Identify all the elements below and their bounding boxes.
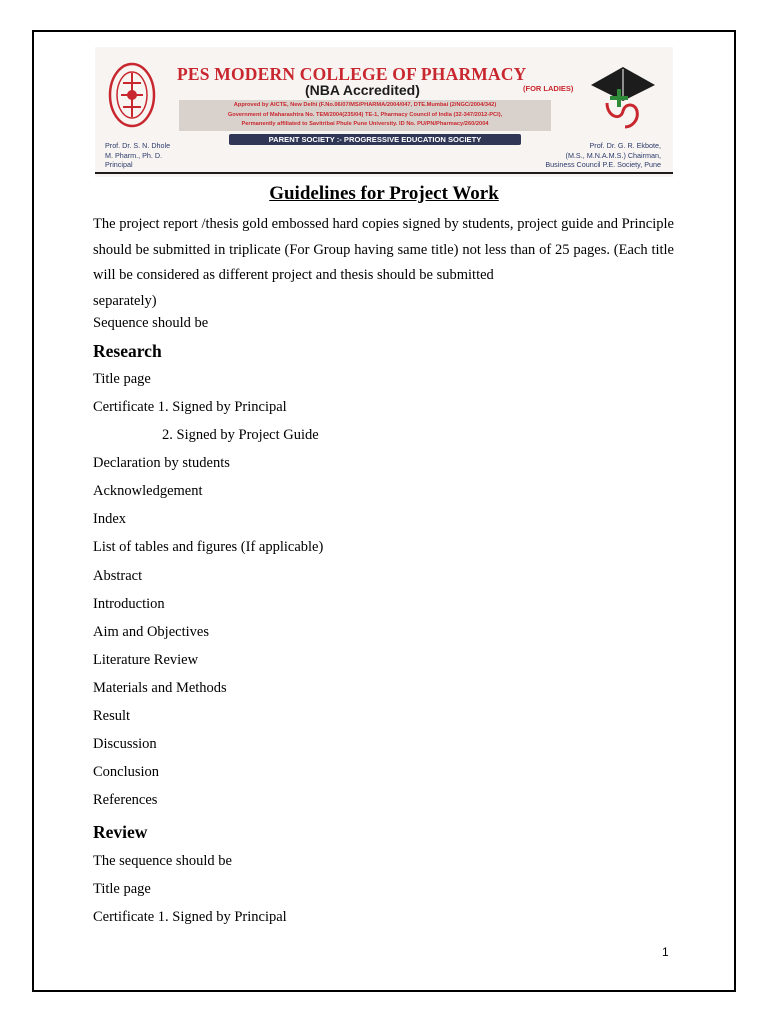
list-item: Introduction [93,596,165,612]
sequence-intro: Sequence should be [93,315,209,331]
approval-line: Permanently affiliated to Savitribai Phule Pune University. ID No. PU/PN/Pharmacy/260/2004 [241,121,489,127]
list-item: Abstract [93,568,143,584]
letterhead-divider [95,172,673,174]
list-item: Aim and Objectives [93,624,209,640]
principal-degree: M. Pharm., Ph. D. [105,150,163,160]
principal-title: Principal [105,160,133,169]
society-logo-icon [587,59,659,131]
list-item: Acknowledgement [93,483,203,499]
approval-line: Approved by AICTE, New Delhi (F.No.06/07/MS/PHARMA/2004/047, DTE.Mumbai (2/NGC/2004/342) [233,102,497,108]
list-item: 2. Signed by Project Guide [162,427,319,443]
list-item: Declaration by students [93,455,230,471]
chairman-block [545,141,661,170]
list-item: Title page [93,371,151,387]
list-item: Literature Review [93,652,199,668]
accreditation-label: (NBA Accredited) [305,82,420,98]
letterhead [95,47,673,177]
page-number: 1 [662,945,669,959]
list-item: Title page [93,881,151,897]
list-item: Certificate 1. Signed by Principal [93,399,287,415]
list-item: Materials and Methods [93,680,227,696]
chairman-degree: (M.S., M.N.A.M.S.) Chairman, [565,150,661,160]
list-item: References [93,792,158,808]
list-item: List of tables and figures (If applicable) [93,539,324,555]
list-item: Conclusion [93,764,160,780]
college-seal-icon [107,59,157,129]
chairman-title: Business Council P.E. Society, Pune [545,160,661,169]
intro-paragraph-end: separately) [93,292,157,309]
college-name: PES MODERN COLLEGE OF PHARMACY [177,64,527,84]
review-heading: Review [93,822,148,842]
intro-paragraph [93,212,674,314]
list-item: Certificate 1. Signed by Principal [93,909,287,925]
list-item: Index [93,511,127,527]
list-item: Discussion [93,736,157,752]
document-title: Guidelines for Project Work [269,183,499,204]
chairman-name: Prof. Dr. G. R. Ekbote, [589,141,661,150]
principal-block [105,141,170,170]
intro-paragraph-text: The project report /thesis gold embossed hard copies signed by students, project guide and Principle should be submitted in triplicate (For Group having same title) not less than of 25 pages. (Each title will be considered as different project and thesis should be submitted [93,216,674,283]
parent-society-banner: PARENT SOCIETY :- PROGRESSIVE EDUCATION SOCIETY [229,134,521,145]
approval-line: Government of Maharashtra No. TEM/2004(235/04) TE-1, Pharmacy Council of India (32-347/2012-PCI), [227,112,503,118]
list-item: Result [93,708,131,724]
list-item: The sequence should be [93,853,232,869]
approval-box [179,100,551,131]
principal-name: Prof. Dr. S. N. Dhole [105,141,171,150]
research-heading: Research [93,341,162,361]
for-ladies-label: (FOR LADIES) [523,84,574,93]
